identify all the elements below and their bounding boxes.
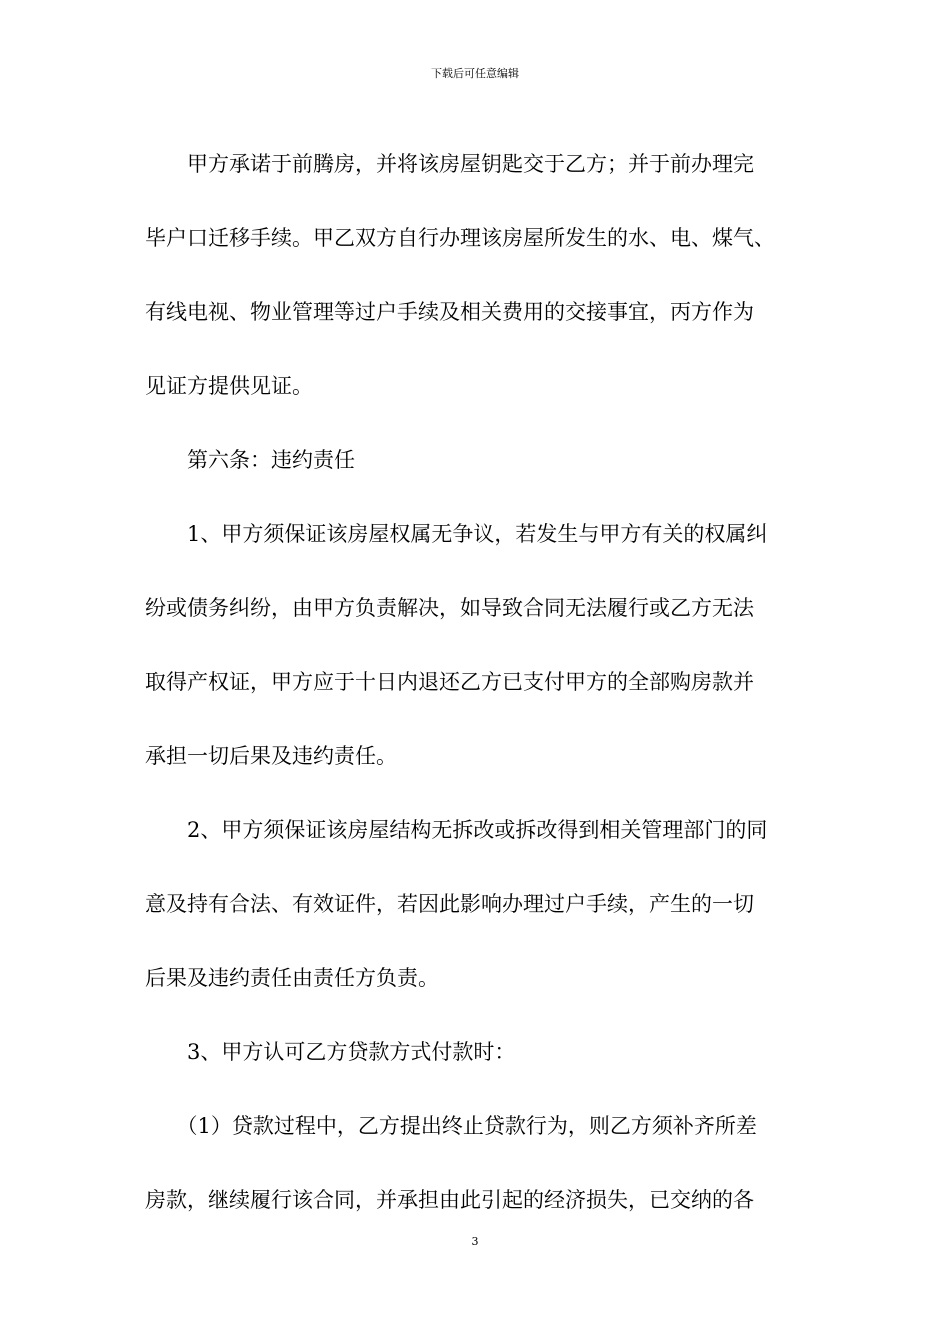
page-header: 下载后可任意编辑 xyxy=(431,67,519,80)
text-line: 房款，继续履行该合同，并承担由此引起的经济损失，已交纳的各 xyxy=(145,1188,754,1212)
text-line: 见证方提供见证。 xyxy=(145,374,313,398)
section-heading: 第六条：违约责任 xyxy=(145,448,355,472)
text-line: 有线电视、物业管理等过户手续及相关费用的交接事宜，丙方作为 xyxy=(145,300,754,324)
text-line: 意及持有合法、有效证件，若因此影响办理过户手续，产生的一切 xyxy=(145,892,754,916)
text-line: 后果及违约责任由责任方负责。 xyxy=(145,966,439,990)
text-line: 3、甲方认可乙方贷款方式付款时： xyxy=(145,1040,516,1064)
page-number: 3 xyxy=(471,1235,479,1248)
text-line: 承担一切后果及违约责任。 xyxy=(145,744,397,768)
text-line: 2、甲方须保证该房屋结构无拆改或拆改得到相关管理部门的同 xyxy=(145,818,768,842)
text-line: （1）贷款过程中，乙方提出终止贷款行为，则乙方须补齐所差 xyxy=(145,1114,757,1138)
text-line: 1、甲方须保证该房屋权属无争议，若发生与甲方有关的权属纠 xyxy=(145,522,768,546)
document-body xyxy=(145,127,810,1237)
text-line: 毕户口迁移手续。甲乙双方自行办理该房屋所发生的水、电、煤气、 xyxy=(145,226,775,250)
text-line: 取得产权证，甲方应于十日内退还乙方已支付甲方的全部购房款并 xyxy=(145,670,754,694)
text-line: 甲方承诺于前腾房，并将该房屋钥匙交于乙方；并于前办理完 xyxy=(145,152,754,176)
text-line: 纷或债务纠纷，由甲方负责解决，如导致合同无法履行或乙方无法 xyxy=(145,596,754,620)
